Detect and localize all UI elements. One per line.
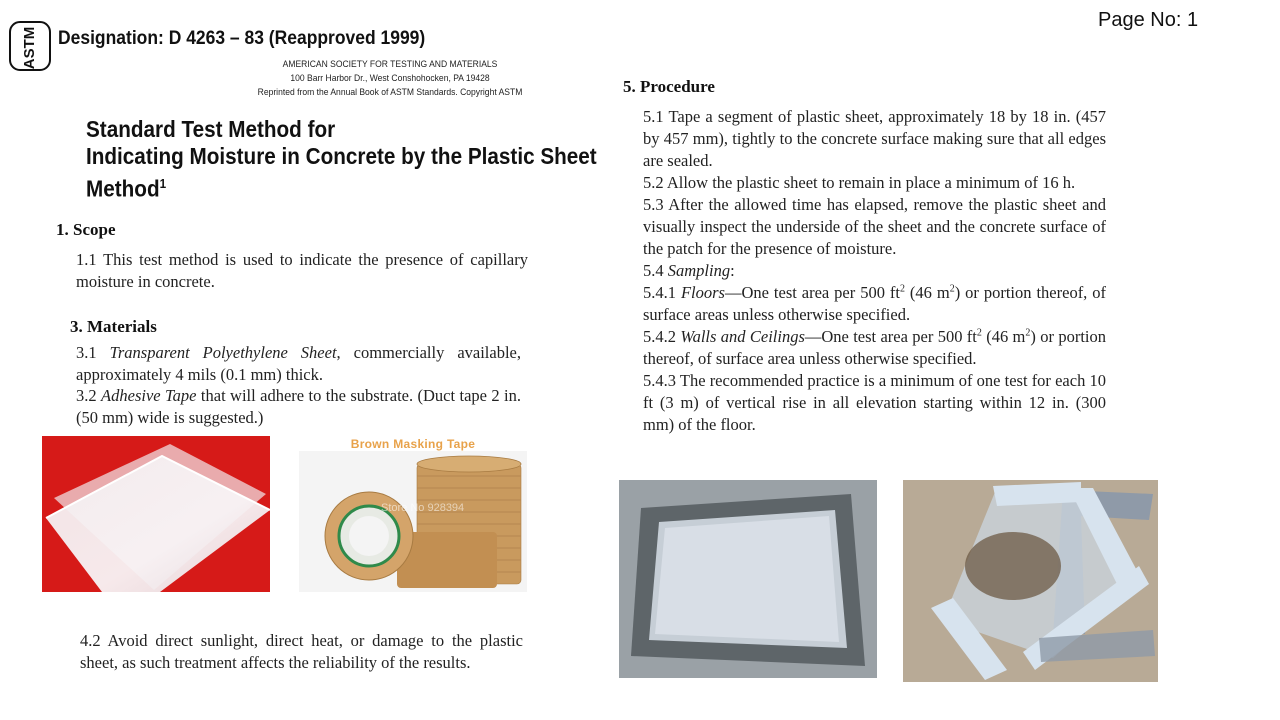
society-info (240, 58, 540, 100)
plastic-sheet-photo (42, 436, 270, 592)
materials-heading: 3. Materials (70, 317, 157, 336)
procedure-text (623, 106, 1106, 436)
procedure-5-4-2: 5.4.2 Walls and Ceilings—One test area per 500 $ft^2$ (46 $m^2$) or portion thereof, of surface area unless otherwise specified. (643, 327, 1107, 368)
procedure-heading: 5. Procedure (623, 77, 715, 96)
astm-logo-text: ASTM (21, 26, 38, 70)
procedure-5-1: 5.1 Tape a segment of plastic sheet, approximately 18 by 18 in. (457 by 457 mm), tightly to the concrete surface making sure that all edges are sealed. (643, 107, 1106, 170)
title-line-1: Standard Test Method for (86, 116, 336, 142)
procedure-5-4: 5.4 Sampling: (643, 261, 735, 280)
tape-caption: Brown Masking Tape (299, 436, 527, 451)
designation: Designation: D 4263 – 83 (Reapproved 1999) (58, 28, 426, 49)
masking-tape-photo (299, 436, 527, 592)
page-number: Page No: 1 (1098, 9, 1199, 31)
document-title (86, 116, 597, 203)
society-name: AMERICAN SOCIETY FOR TESTING AND MATERIALS (282, 59, 498, 70)
astm-logo (8, 18, 52, 74)
procedure-5-4-3: 5.4.3 The recommended practice is a minimum of one test for each 10 ft (3 m) of vertical rise in all elevation starting within 12 in. (300 mm) of the floor. (643, 371, 1106, 434)
title-line-3: Method$^1$ (86, 175, 167, 202)
procedure-5-3: 5.3 After the allowed time has elapsed, remove the plastic sheet and visually inspect the underside of the sheet and the concrete surface of the patch for the presence of moisture. (643, 195, 1106, 258)
taped-sheet-photo (903, 480, 1158, 682)
society-address: 100 Barr Harbor Dr., West Conshohocken, PA 19428 (290, 73, 490, 84)
scope-text: 1.1 This test method is used to indicate the presence of capillary moisture in concrete. (76, 250, 528, 291)
title-footnote: 1 (159, 176, 167, 191)
procedure-5-2: 5.2 Allow the plastic sheet to remain in place a minimum of 16 h. (643, 173, 1076, 192)
taped-patch-photo (619, 480, 877, 678)
procedure-5-4-1: 5.4.1 Floors—One test area per 500 $ft^2$ (46 $m^2$) or portion thereof, of surface areas unless otherwise specified. (643, 283, 1107, 324)
note-4-2: 4.2 Avoid direct sunlight, direct heat, or damage to the plastic sheet, as such treatment affects the reliability of the results. (80, 631, 523, 672)
title-line-2: Indicating Moisture in Concrete by the Plastic Sheet (86, 143, 597, 169)
material-item-1: 3.1 Transparent Polyethylene Sheet, commercially available, approximately 4 mils (0.1 mm) thick. (76, 343, 521, 384)
society-reprint: Reprinted from the Annual Book of ASTM Standards. Copyright ASTM (257, 87, 523, 98)
materials-text (56, 342, 521, 428)
tape-watermark: Store No 928394 (381, 502, 465, 514)
scope-heading: 1. Scope (56, 220, 116, 239)
material-item-2: 3.2 Adhesive Tape that will adhere to the substrate. (Duct tape 2 in. (50 mm) wide is suggested.) (76, 386, 522, 427)
